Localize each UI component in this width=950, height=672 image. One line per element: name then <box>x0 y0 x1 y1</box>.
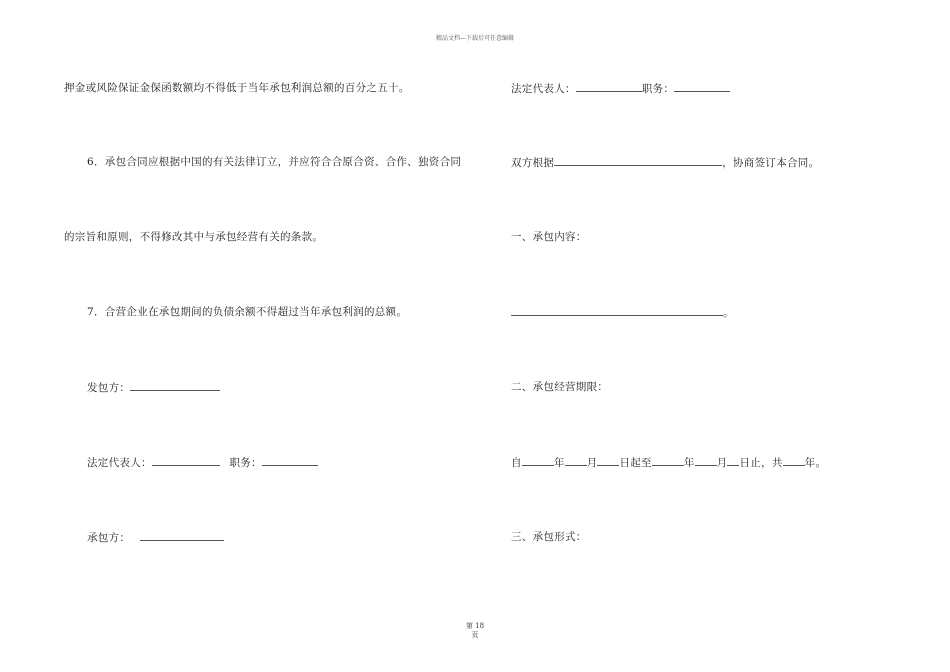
term-end-day-blank[interactable] <box>727 455 739 466</box>
basis-prefix: 双方根据 <box>511 157 555 169</box>
term-month1: 月 <box>586 457 598 469</box>
right-position-blank[interactable] <box>674 81 730 92</box>
content-end-mark: 。 <box>723 307 734 319</box>
basis-row <box>511 155 819 170</box>
term-month2: 月 <box>716 457 728 469</box>
left-line-2-clause-6: 6．承包合同应根据中国的有关法律订立，并应符合合原合资、合作、独资合同 <box>87 156 462 168</box>
term-year1: 年 <box>553 457 565 469</box>
content-blank[interactable] <box>511 305 723 316</box>
issuer-blank[interactable] <box>130 380 220 391</box>
left-legal-rep-blank[interactable] <box>152 455 220 466</box>
term-start-day-blank[interactable] <box>597 455 619 466</box>
section-1-heading: 一、承包内容： <box>511 231 587 243</box>
term-row <box>511 455 826 470</box>
term-year2: 年 <box>683 457 695 469</box>
page-number <box>0 622 950 640</box>
content-row <box>511 305 734 320</box>
term-day2-end: 日止，共 <box>739 457 783 469</box>
right-position-label: 职务： <box>641 83 675 95</box>
left-line-3: 的宗旨和原则，不得修改其中与承包经营有关的条款。 <box>64 231 324 243</box>
term-years-end: 年。 <box>804 457 827 469</box>
contractor-row <box>87 530 224 545</box>
term-end-year-blank[interactable] <box>652 455 684 466</box>
left-position-blank[interactable] <box>262 455 318 466</box>
contractor-blank[interactable] <box>140 530 224 541</box>
term-end-month-blank[interactable] <box>695 455 717 466</box>
left-line-4-clause-7: 7．合营企业在承包期间的负债余额不得超过当年承包利润的总额。 <box>87 306 408 318</box>
section-2-heading: 二、承包经营期限： <box>511 381 609 393</box>
term-start-month-blank[interactable] <box>565 455 587 466</box>
page-suffix: 页 <box>471 631 479 639</box>
left-position-label: 职务： <box>229 457 262 469</box>
basis-blank[interactable] <box>554 155 722 166</box>
right-legal-rep-row <box>511 81 730 96</box>
left-legal-rep-row <box>87 455 318 470</box>
left-legal-rep-label: 法定代表人： <box>87 457 152 469</box>
basis-suffix: ，协商签订本合同。 <box>722 157 820 169</box>
term-total-years-blank[interactable] <box>783 455 805 466</box>
contractor-label: 承包方： <box>87 532 131 544</box>
term-day1-from: 日起至 <box>619 457 652 469</box>
right-legal-rep-label: 法定代表人： <box>511 83 576 95</box>
page-number-value: 18 <box>475 622 485 630</box>
right-legal-rep-blank[interactable] <box>576 81 642 92</box>
section-3-heading: 三、承包形式： <box>511 531 587 543</box>
left-line-1: 押金或风险保证金保函数额均不得低于当年承包利润总额的百分之五十。 <box>64 82 410 94</box>
issuer-row <box>87 380 220 395</box>
term-from: 自 <box>511 457 522 469</box>
page-header: 精品文档---下载后可任意编辑 <box>435 35 515 42</box>
page-prefix: 第 <box>465 622 473 630</box>
issuer-label: 发包方： <box>87 382 131 394</box>
term-start-year-blank[interactable] <box>522 455 554 466</box>
